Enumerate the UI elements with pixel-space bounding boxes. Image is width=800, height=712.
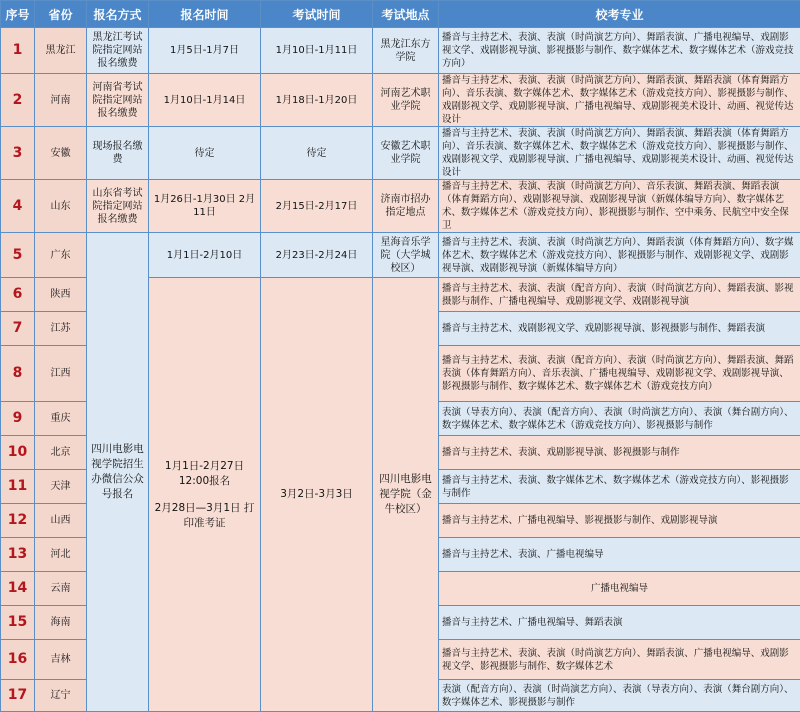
majors-cell: 广播电视编导 bbox=[439, 572, 800, 606]
province-cell: 吉林 bbox=[35, 640, 87, 680]
row-number: 13 bbox=[1, 538, 35, 572]
reg-time-cell: 1月10日-1月14日 bbox=[149, 74, 261, 127]
province-cell: 黑龙江 bbox=[35, 28, 87, 74]
majors-cell: 播音与主持艺术、表演、表演（配音方向）、表演（时尚演艺方向）、舞蹈表演、舞蹈表演（体育舞蹈方向）、音乐表演、广播电视编导、戏剧影视文学、戏剧影视导演、影视摄影与制作、数字媒体艺术、数字媒体艺术（游戏竞技方向） bbox=[439, 346, 800, 402]
majors-cell: 播音与主持艺术、表演、表演（时尚演艺方向）、舞蹈表演、广播电视编导、戏剧影视文学、影视摄影与制作、数字媒体艺术 bbox=[439, 640, 800, 680]
reg-time-cell: 1月5日-1月7日 bbox=[149, 28, 261, 74]
reg-time-cell: 1月26日-1月30日 2月11日 bbox=[149, 180, 261, 233]
header-no: 序号 bbox=[1, 1, 35, 28]
table-row bbox=[1, 28, 800, 74]
merged-exam-time-cell: 3月2日-3月3日 bbox=[261, 278, 373, 712]
majors-cell: 播音与主持艺术、表演、戏剧影视导演、影视摄影与制作 bbox=[439, 436, 800, 470]
table-row bbox=[1, 233, 800, 278]
province-cell: 北京 bbox=[35, 436, 87, 470]
header-row bbox=[1, 1, 800, 28]
reg-time-line-a: 1月1日-2月27日 12:00报名 bbox=[152, 459, 257, 489]
majors-cell: 表演（配音方向）、表演（时尚演艺方向）、表演（导表方向）、表演（舞台剧方向）、数字媒体艺术、影视摄影与制作 bbox=[439, 680, 800, 712]
row-number: 8 bbox=[1, 346, 35, 402]
exam-place-cell: 星海音乐学院（大学城校区） bbox=[373, 233, 439, 278]
exam-place-cell: 济南市招办指定地点 bbox=[373, 180, 439, 233]
majors-cell: 播音与主持艺术、表演、表演（时尚演艺方向）、舞蹈表演（体育舞蹈方向）、数字媒体艺术、数字媒体艺术（游戏竞技方向）、影视摄影与制作、戏剧影视文学、戏剧影视导演、戏剧影视导演（新媒体编导方向） bbox=[439, 233, 800, 278]
header-exam-time: 考试时间 bbox=[261, 1, 373, 28]
header-exam-place: 考试地点 bbox=[373, 1, 439, 28]
merged-exam-place-cell: 四川电影电视学院（金牛校区） bbox=[373, 278, 439, 712]
merged-reg-time-cell bbox=[149, 278, 261, 712]
exam-time-cell: 1月10日-1月11日 bbox=[261, 28, 373, 74]
table-row bbox=[1, 180, 800, 233]
majors-cell: 播音与主持艺术、戏剧影视文学、戏剧影视导演、影视摄影与制作、舞蹈表演 bbox=[439, 312, 800, 346]
exam-place-cell: 黑龙江东方学院 bbox=[373, 28, 439, 74]
header-majors: 校考专业 bbox=[439, 1, 800, 28]
row-number: 5 bbox=[1, 233, 35, 278]
province-cell: 江苏 bbox=[35, 312, 87, 346]
majors-cell: 播音与主持艺术、广播电视编导、影视摄影与制作、戏剧影视导演 bbox=[439, 504, 800, 538]
province-cell: 河北 bbox=[35, 538, 87, 572]
row-number: 1 bbox=[1, 28, 35, 74]
majors-cell: 播音与主持艺术、表演、广播电视编导 bbox=[439, 538, 800, 572]
method-cell: 现场报名缴费 bbox=[87, 127, 149, 180]
row-number: 14 bbox=[1, 572, 35, 606]
province-cell: 云南 bbox=[35, 572, 87, 606]
majors-cell: 播音与主持艺术、表演、表演（配音方向）、表演（时尚演艺方向）、舞蹈表演、影视摄影与制作、广播电视编导、戏剧影视文学、戏剧影视导演 bbox=[439, 278, 800, 312]
majors-cell: 播音与主持艺术、广播电视编导、舞蹈表演 bbox=[439, 606, 800, 640]
province-cell: 河南 bbox=[35, 74, 87, 127]
exam-time-cell: 1月18日-1月20日 bbox=[261, 74, 373, 127]
header-province: 省份 bbox=[35, 1, 87, 28]
exam-place-cell: 河南艺术职业学院 bbox=[373, 74, 439, 127]
province-cell: 辽宁 bbox=[35, 680, 87, 712]
province-cell: 江西 bbox=[35, 346, 87, 402]
province-cell: 海南 bbox=[35, 606, 87, 640]
merged-method-cell: 四川电影电视学院招生办微信公众号报名 bbox=[87, 233, 149, 712]
exam-time-cell: 2月15日-2月17日 bbox=[261, 180, 373, 233]
row-number: 16 bbox=[1, 640, 35, 680]
method-cell: 河南省考试院指定网站报名缴费 bbox=[87, 74, 149, 127]
row-number: 15 bbox=[1, 606, 35, 640]
method-cell: 山东省考试院指定网站报名缴费 bbox=[87, 180, 149, 233]
majors-cell: 播音与主持艺术、表演、数字媒体艺术、数字媒体艺术（游戏竞技方向）、影视摄影与制作 bbox=[439, 470, 800, 504]
row-number: 10 bbox=[1, 436, 35, 470]
reg-time-cell: 1月1日-2月10日 bbox=[149, 233, 261, 278]
majors-cell: 播音与主持艺术、表演、表演（时尚演艺方向）、舞蹈表演、舞蹈表演（体育舞蹈方向）、音乐表演、数字媒体艺术、数字媒体艺术（游戏竞技方向）、影视摄影与制作、戏剧影视文学、戏剧影视导演、广播电视编导、戏剧影视美术设计、动画、视觉传达设计 bbox=[439, 127, 800, 180]
province-cell: 安徽 bbox=[35, 127, 87, 180]
exam-time-cell: 2月23日-2月24日 bbox=[261, 233, 373, 278]
province-cell: 重庆 bbox=[35, 402, 87, 436]
exam-time-cell: 待定 bbox=[261, 127, 373, 180]
row-number: 2 bbox=[1, 74, 35, 127]
row-number: 17 bbox=[1, 680, 35, 712]
method-cell: 黑龙江考试院指定网站报名缴费 bbox=[87, 28, 149, 74]
table-row bbox=[1, 74, 800, 127]
majors-cell: 播音与主持艺术、表演、表演（时尚演艺方向）、舞蹈表演、舞蹈表演（体育舞蹈方向）、音乐表演、数字媒体艺术、数字媒体艺术（游戏竞技方向）、影视摄影与制作、戏剧影视文学、戏剧影视导演、广播电视编导、戏剧影视美术设计、动画、视觉传达设计 bbox=[439, 74, 800, 127]
row-number: 3 bbox=[1, 127, 35, 180]
header-reg-time: 报名时间 bbox=[149, 1, 261, 28]
majors-cell: 播音与主持艺术、表演、表演（时尚演艺方向）、音乐表演、舞蹈表演、舞蹈表演（体育舞蹈方向）、戏剧影视导演、戏剧影视导演（新媒体编导方向）、数字媒体艺术、数字媒体艺术（游戏竞技方向）、影视摄影与制作、空中乘务、民航空中安全保卫 bbox=[439, 180, 800, 233]
majors-cell: 播音与主持艺术、表演、表演（时尚演艺方向）、舞蹈表演、广播电视编导、戏剧影视文学、戏剧影视导演、影视摄影与制作、数字媒体艺术、数字媒体艺术（游戏竞技方向） bbox=[439, 28, 800, 74]
table-row bbox=[1, 127, 800, 180]
province-cell: 广东 bbox=[35, 233, 87, 278]
majors-cell: 表演（导表方向）、表演（配音方向）、表演（时尚演艺方向）、表演（舞台剧方向）、数字媒体艺术、数字媒体艺术（游戏竞技方向）、影视摄影与制作 bbox=[439, 402, 800, 436]
province-cell: 天津 bbox=[35, 470, 87, 504]
exam-place-cell: 安徽艺术职业学院 bbox=[373, 127, 439, 180]
row-number: 7 bbox=[1, 312, 35, 346]
province-cell: 陕西 bbox=[35, 278, 87, 312]
row-number: 12 bbox=[1, 504, 35, 538]
province-cell: 山东 bbox=[35, 180, 87, 233]
reg-time-line-b: 2月28日—3月1日 打印准考证 bbox=[152, 501, 257, 531]
province-cell: 山西 bbox=[35, 504, 87, 538]
reg-time-cell: 待定 bbox=[149, 127, 261, 180]
row-number: 9 bbox=[1, 402, 35, 436]
row-number: 4 bbox=[1, 180, 35, 233]
row-number: 11 bbox=[1, 470, 35, 504]
row-number: 6 bbox=[1, 278, 35, 312]
header-method: 报名方式 bbox=[87, 1, 149, 28]
